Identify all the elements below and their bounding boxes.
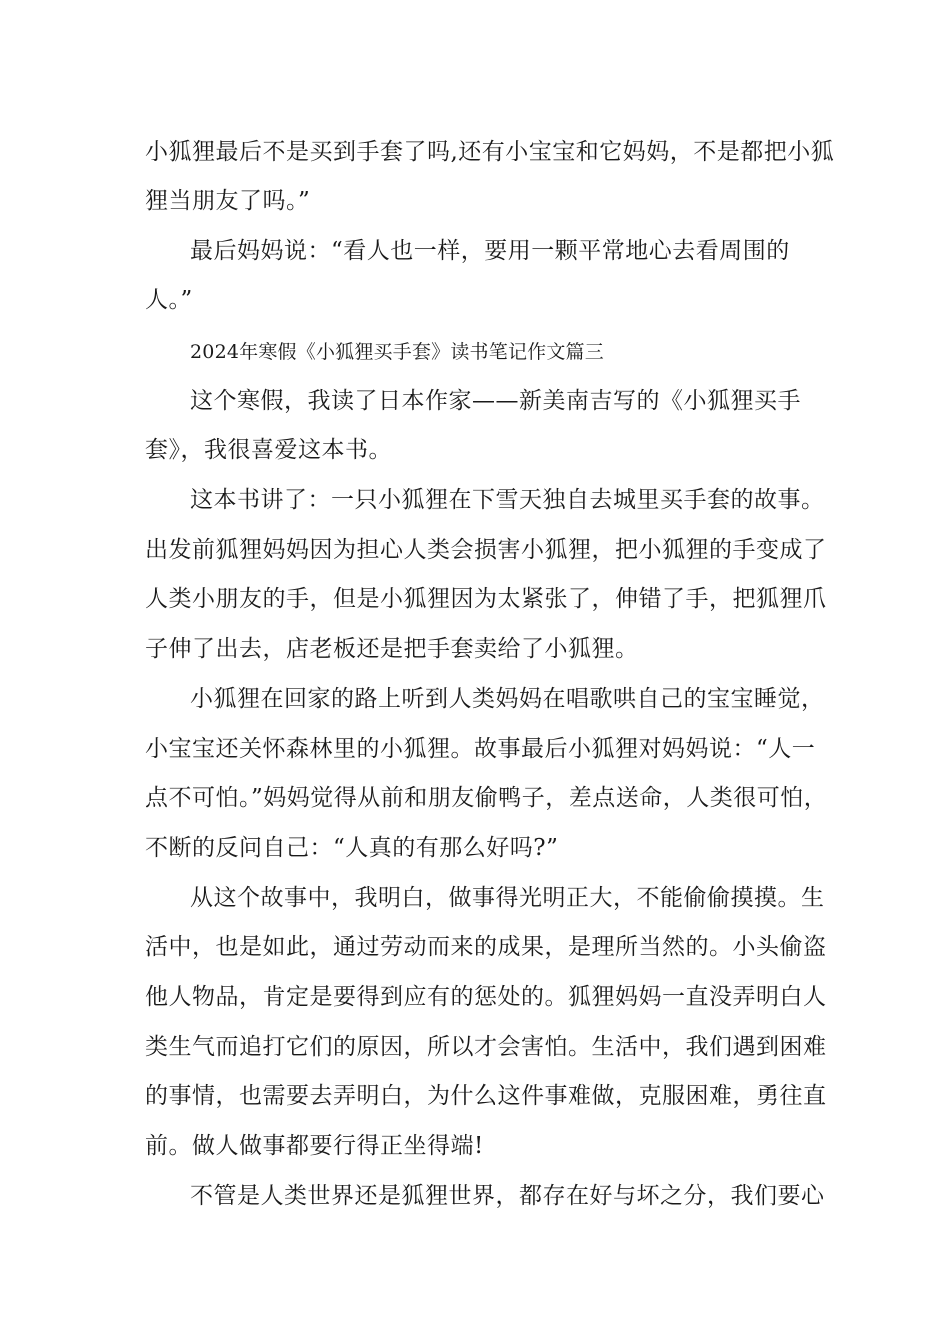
text-line: 人。”	[145, 287, 193, 313]
section-heading: 2024年寒假《小狐狸买手套》读书笔记作文篇三	[190, 341, 604, 363]
text-line: 不管是人类世界还是狐狸世界，都存在好与坏之分，我们要心	[190, 1183, 825, 1209]
text-line: 从这个故事中，我明白，做事得光明正大，不能偷偷摸摸。生	[190, 885, 825, 911]
text-line: 点不可怕。”妈妈觉得从前和朋友偷鸭子，差点送命，人类很可怕，	[145, 785, 828, 811]
text-line: 最后妈妈说：“看人也一样，要用一颗平常地心去看周围的	[190, 238, 790, 264]
text-line: 出发前狐狸妈妈因为担心人类会损害小狐狸，把小狐狸的手变成了	[145, 537, 827, 563]
text-line: 子伸了出去，店老板还是把手套卖给了小狐狸。	[145, 636, 639, 662]
text-line: 小狐狸在回家的路上听到人类妈妈在唱歌哄自己的宝宝睡觉，	[190, 686, 825, 712]
text-line: 套》，我很喜爱这本书。	[145, 437, 392, 463]
text-line: 前。做人做事都要行得正坐得端!	[145, 1133, 484, 1159]
text-line: 不断的反问自己：“人真的有那么好吗?”	[145, 835, 559, 861]
text-line: 的事情，也需要去弄明白，为什么这件事难做，克服困难，勇往直	[145, 1083, 827, 1109]
text-line: 小狐狸最后不是买到手套了吗,还有小宝宝和它妈妈，不是都把小狐	[145, 139, 835, 165]
text-line: 狸当朋友了吗。”	[145, 188, 311, 214]
text-line: 这个寒假，我读了日本作家——新美南吉写的《小狐狸买手	[190, 388, 801, 414]
text-line: 这本书讲了：一只小狐狸在下雪天独自去城里买手套的故事。	[190, 487, 825, 513]
text-line: 小宝宝还关怀森林里的小狐狸。故事最后小狐狸对妈妈说：“人一	[145, 736, 816, 762]
text-line: 他人物品，肯定是要得到应有的惩处的。狐狸妈妈一直没弄明白人	[145, 984, 827, 1010]
text-line: 活中，也是如此，通过劳动而来的成果，是理所当然的。小头偷盗	[145, 934, 827, 960]
text-line: 类生气而追打它们的原因，所以才会害怕。生活中，我们遇到困难	[145, 1034, 827, 1060]
text-line: 人类小朋友的手，但是小狐狸因为太紧张了，伸错了手，把狐狸爪	[145, 586, 827, 612]
